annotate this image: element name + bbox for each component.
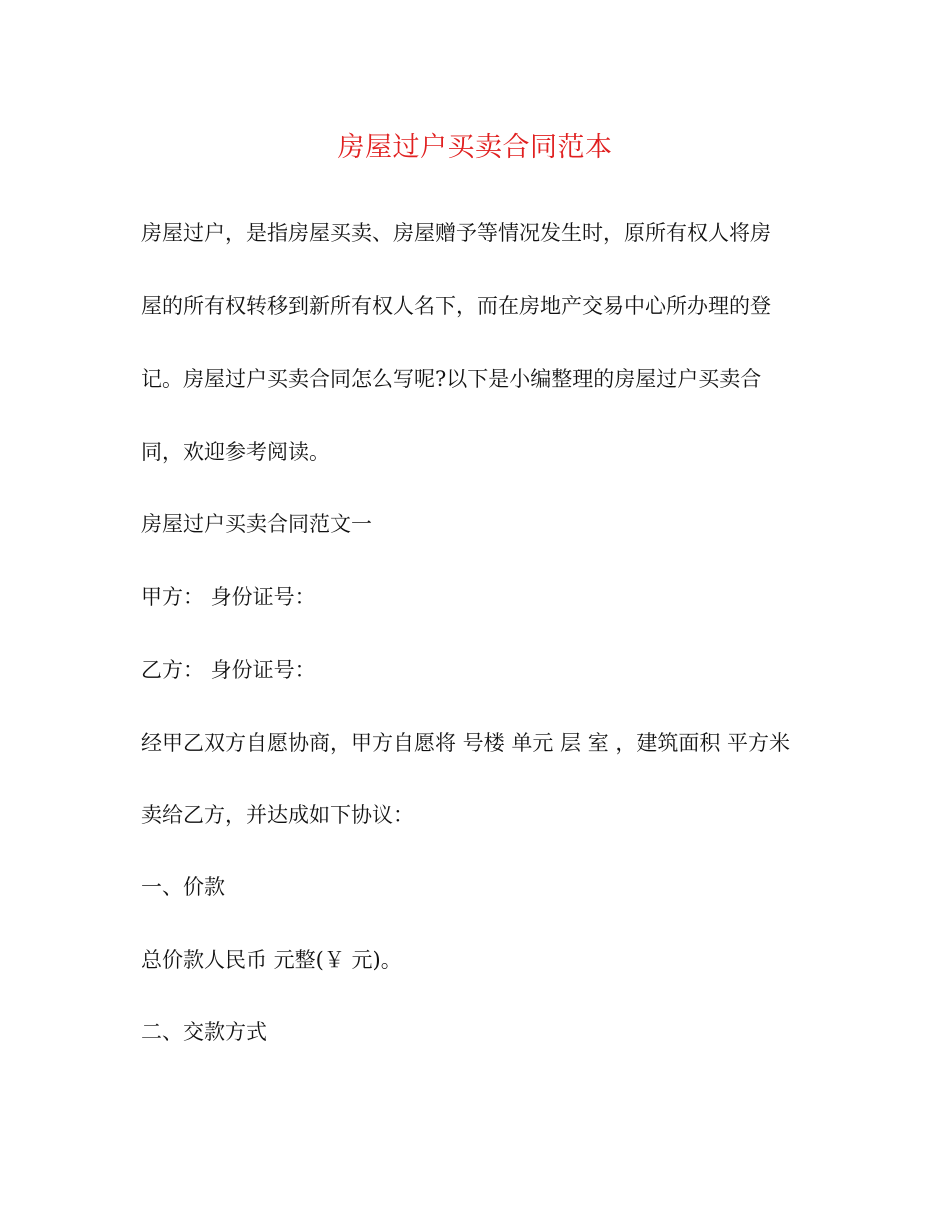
agreement-line-2: 卖给乙方，并达成如下协议： xyxy=(141,803,414,827)
document-title: 房屋过户买卖合同范本 xyxy=(337,132,613,163)
party-b-line: 乙方： 身份证号： xyxy=(141,658,316,682)
clause-heading-price: 一、价款 xyxy=(141,875,225,899)
party-a-line: 甲方： 身份证号： xyxy=(141,585,316,609)
intro-line-4: 同，欢迎参考阅读。 xyxy=(141,440,330,464)
section-heading-sample-one: 房屋过户买卖合同范文一 xyxy=(141,512,372,536)
intro-line-1: 房屋过户，是指房屋买卖、房屋赠予等情况发生时，原所有权人将房 xyxy=(141,221,771,245)
intro-line-3: 记。房屋过户买卖合同怎么写呢?以下是小编整理的房屋过户买卖合 xyxy=(141,367,762,391)
intro-line-2: 屋的所有权转移到新所有权人名下，而在房地产交易中心所办理的登 xyxy=(141,294,771,318)
clause-heading-payment: 二、交款方式 xyxy=(141,1020,267,1044)
agreement-line-1: 经甲乙双方自愿协商，甲方自愿将 号楼 单元 层 室 ，建筑面积 平方米 xyxy=(141,731,791,755)
price-line: 总价款人民币 元整(￥ 元)。 xyxy=(141,948,402,972)
